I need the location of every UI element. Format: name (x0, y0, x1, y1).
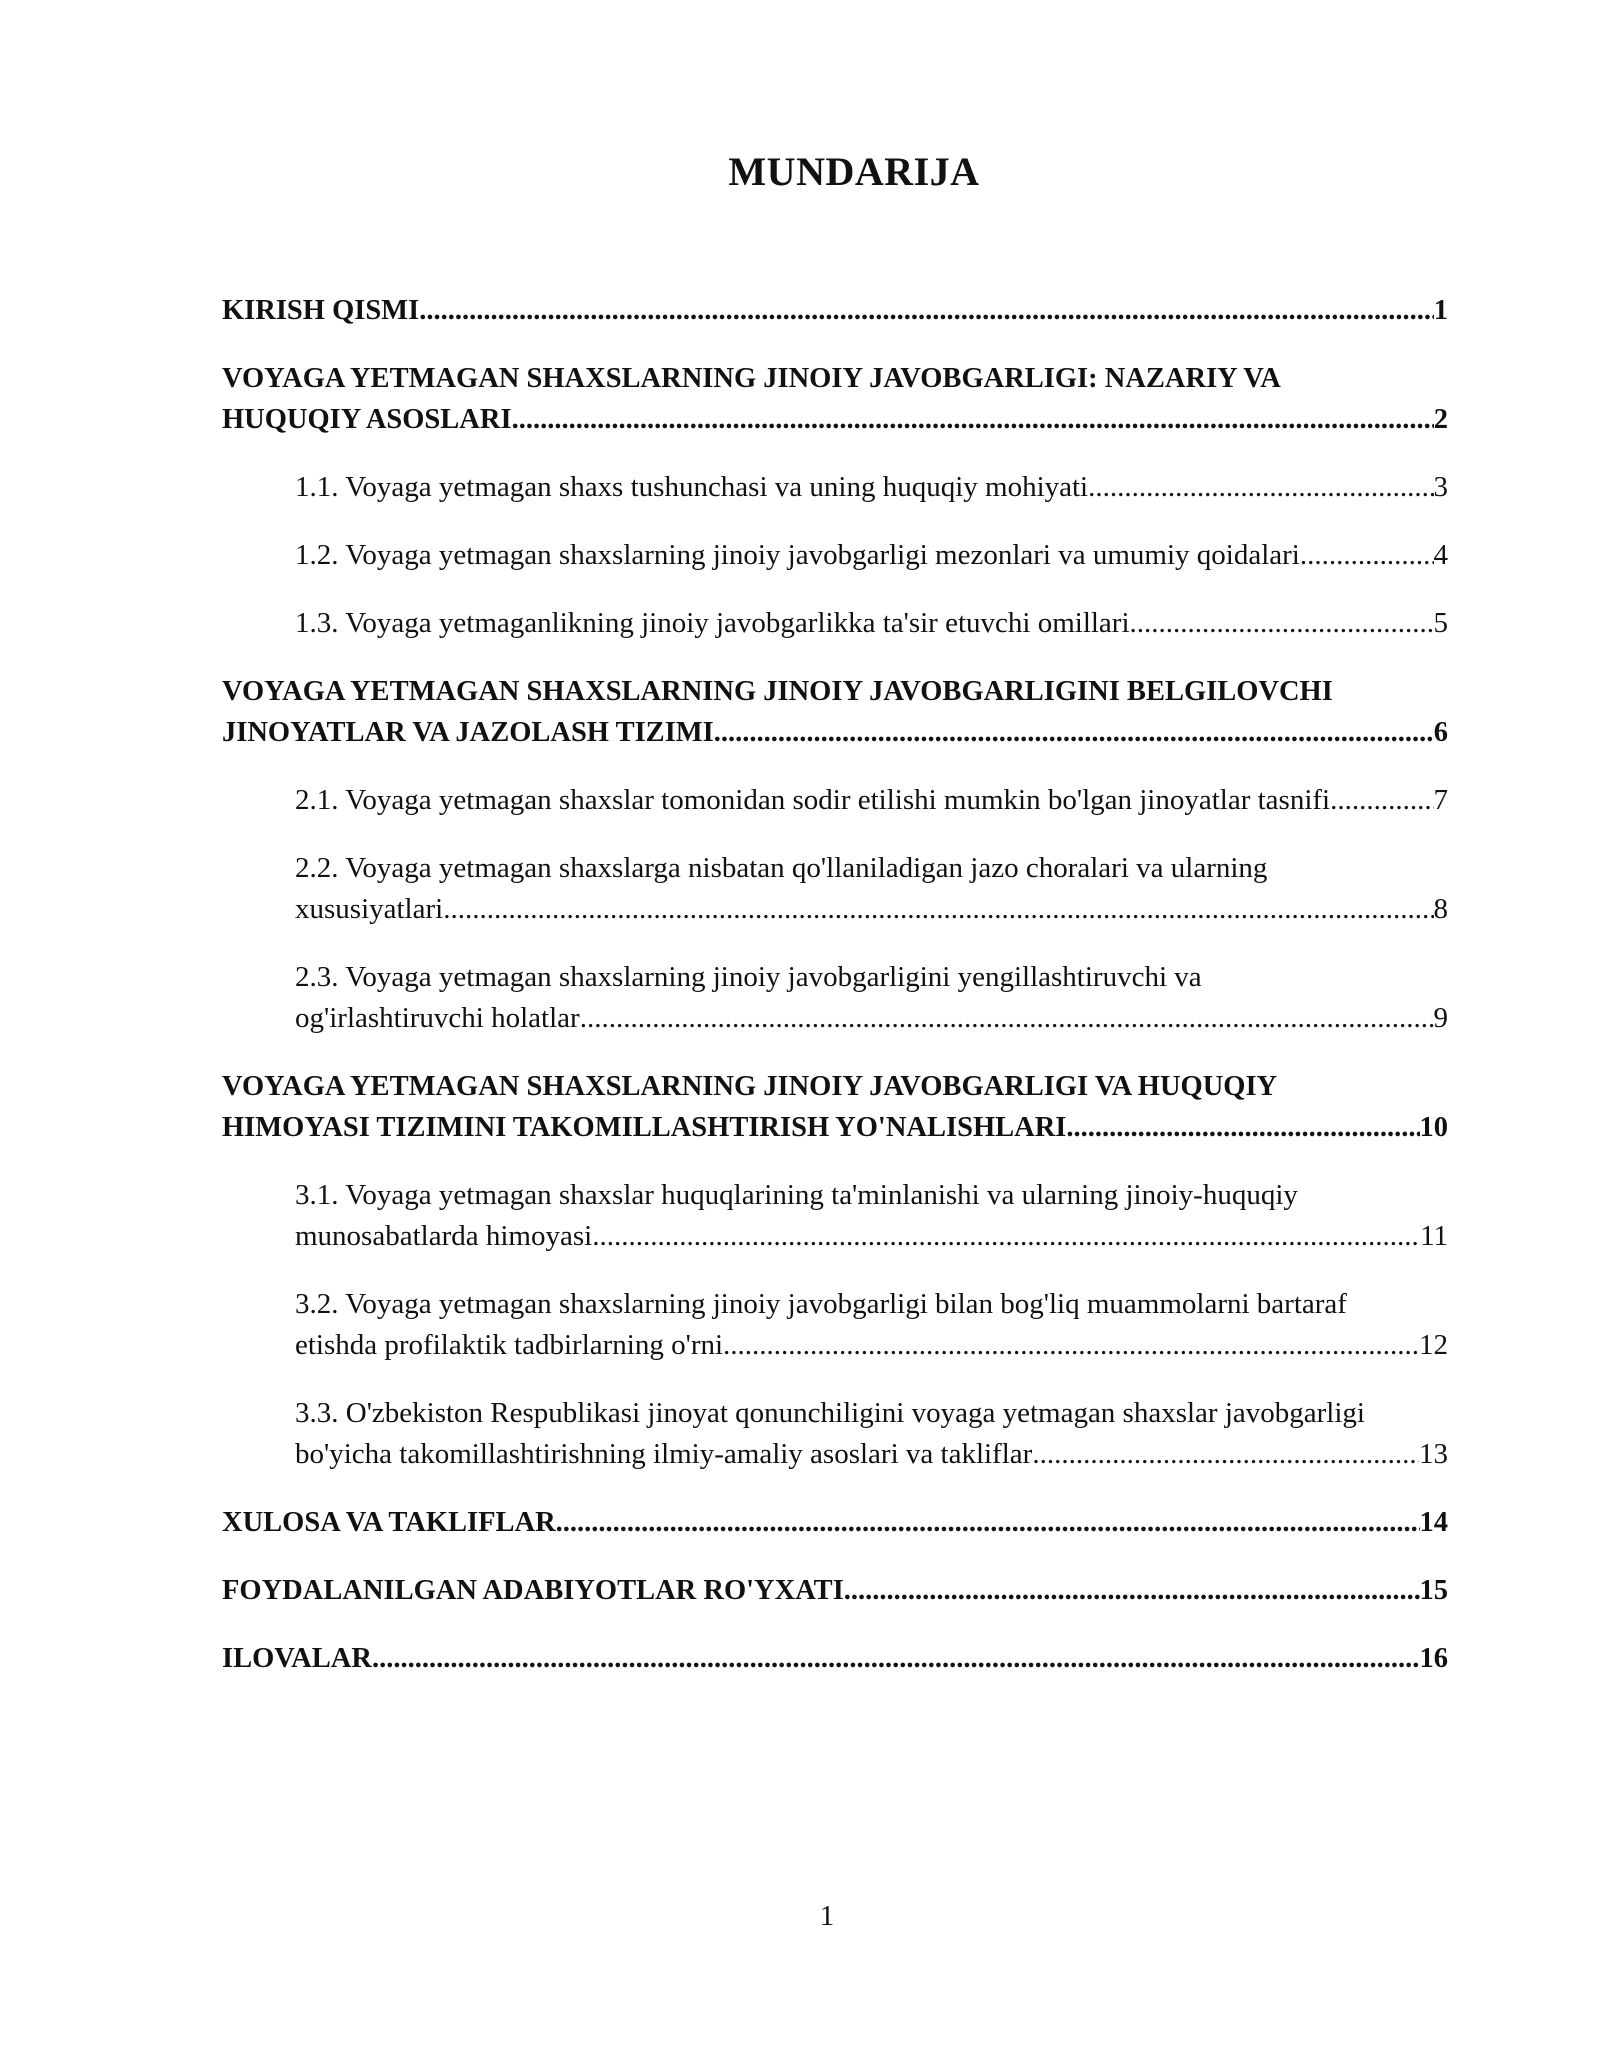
toc-entry-title: KIRISH QISMI (222, 295, 420, 326)
toc-entry-final-line (295, 603, 1448, 644)
toc-entry-final-line (295, 1434, 1448, 1475)
toc-section-entry[interactable] (295, 603, 1448, 644)
toc-entry-title: FOYDALANILGAN ADABIYOTLAR RO'YXATI (222, 1575, 844, 1606)
dot-leader (1032, 1434, 1419, 1475)
toc-page-number: 4 (1433, 539, 1448, 571)
toc-entry-final-line (295, 998, 1448, 1039)
toc-entry-final-line (295, 1216, 1448, 1257)
toc-entry-final-line (222, 290, 1448, 331)
toc-entry-final-line (295, 889, 1448, 930)
toc-entry-title: etishda profilaktik tadbirlarning o'rni (295, 1329, 724, 1361)
toc-chapter-entry[interactable] (222, 671, 1448, 753)
dot-leader (556, 1502, 1420, 1543)
toc-section-entry[interactable] (295, 535, 1448, 576)
dot-leader (844, 1570, 1420, 1611)
toc-entry-final-line (295, 467, 1448, 508)
toc-entry-final-line (222, 712, 1448, 753)
dot-leader (714, 712, 1434, 753)
toc-chapter-entry[interactable] (222, 358, 1448, 440)
toc-page-number: 11 (1420, 1220, 1448, 1252)
toc-page-number: 12 (1419, 1329, 1448, 1361)
toc-entry-final-line (222, 1638, 1448, 1679)
toc-entry-text-line: 3.3. O'zbekiston Respublikasi jinoyat qonunchiligini voyaga yetmagan shaxslar javobgarligi (295, 1397, 1365, 1429)
toc-page-number: 2 (1433, 404, 1448, 435)
toc-entry-text-line: 2.3. Voyaga yetmagan shaxslarning jinoiy javobgarligini yengillashtiruvchi va (295, 961, 1202, 993)
toc-section-entry[interactable] (295, 780, 1448, 821)
toc-section-entry[interactable] (295, 848, 1448, 930)
toc-chapter-entry[interactable] (222, 290, 1448, 331)
toc-chapter-entry[interactable] (222, 1066, 1448, 1148)
page-number: 1 (819, 1900, 835, 1932)
toc-entry-title: 1.3. Voyaga yetmaganlikning jinoiy javobgarlikka ta'sir etuvchi omillari (295, 607, 1130, 639)
toc-page-number: 9 (1433, 1002, 1448, 1034)
dot-leader (592, 1216, 1420, 1257)
toc-entry-final-line (295, 780, 1448, 821)
toc-chapter-entry[interactable] (222, 1570, 1448, 1611)
toc-entry-title: HUQUQIY ASOSLARI (222, 404, 512, 435)
toc-page-number: 15 (1419, 1575, 1448, 1606)
dot-leader (1066, 1107, 1419, 1148)
toc-page-number: 3 (1433, 471, 1448, 503)
dot-leader (419, 290, 1434, 331)
toc-page-number: 7 (1433, 784, 1448, 816)
toc-entry-text-line: VOYAGA YETMAGAN SHAXSLARNING JINOIY JAVOBGARLIGINI BELGILOVCHI (222, 676, 1333, 707)
dot-leader (512, 399, 1434, 440)
toc-entry-title: munosabatlarda himoyasi (295, 1220, 593, 1252)
dot-leader (1300, 535, 1434, 576)
toc-chapter-entry[interactable] (222, 1638, 1448, 1679)
toc-entry-final-line (295, 535, 1448, 576)
toc-entry-text-line: 3.2. Voyaga yetmagan shaxslarning jinoiy javobgarligi bilan bog'liq muammolarni bartaraf (295, 1288, 1347, 1320)
dot-leader (1330, 780, 1433, 821)
toc-page-number: 6 (1433, 717, 1448, 748)
toc-section-entry[interactable] (295, 1284, 1448, 1366)
toc-page-number: 13 (1419, 1438, 1448, 1470)
toc-entry-title: 2.1. Voyaga yetmagan shaxslar tomonidan sodir etilishi mumkin bo'lgan jinoyatlar tasnifi (295, 784, 1331, 816)
toc-entry-title: 1.1. Voyaga yetmagan shaxs tushunchasi va uning huquqiy mohiyati (295, 471, 1089, 503)
toc-page-number: 16 (1419, 1643, 1448, 1674)
toc-entry-final-line (295, 1325, 1448, 1366)
toc-page-number: 1 (1433, 295, 1448, 326)
toc-entry-text-line: VOYAGA YETMAGAN SHAXSLARNING JINOIY JAVOBGARLIGI VA HUQUQIY (222, 1071, 1278, 1102)
toc-page-number: 5 (1433, 607, 1448, 639)
toc-page-number: 10 (1419, 1112, 1448, 1143)
toc-page-number: 14 (1419, 1507, 1448, 1538)
toc-entry-title: ILOVALAR (222, 1643, 372, 1674)
toc-page-number: 8 (1433, 893, 1448, 925)
toc-entry-final-line (222, 399, 1448, 440)
toc-entry-title: XULOSA VA TAKLIFLAR (222, 1507, 556, 1538)
toc-entry-title: xususiyatlari (295, 893, 444, 925)
toc-section-entry[interactable] (295, 1175, 1448, 1257)
dot-leader (1088, 467, 1433, 508)
toc-chapter-entry[interactable] (222, 1502, 1448, 1543)
toc-entry-title: 1.2. Voyaga yetmagan shaxslarning jinoiy javobgarligi mezonlari va umumiy qoidalari (295, 539, 1300, 571)
toc-section-entry[interactable] (295, 467, 1448, 508)
dot-leader (1130, 603, 1434, 644)
toc-entry-final-line (222, 1502, 1448, 1543)
toc-entry-title: bo'yicha takomillashtirishning ilmiy-amaliy asoslari va takliflar (295, 1438, 1033, 1470)
toc-section-entry[interactable] (295, 1393, 1448, 1475)
toc-entry-title: JINOYATLAR VA JAZOLASH TIZIMI (222, 717, 714, 748)
toc-entry-text-line: 2.2. Voyaga yetmagan shaxslarga nisbatan qo'llaniladigan jazo choralari va ularning (295, 852, 1268, 884)
dot-leader (723, 1325, 1419, 1366)
toc-entry-final-line (222, 1107, 1448, 1148)
table-of-contents (222, 290, 1448, 1706)
dot-leader (580, 998, 1434, 1039)
dot-leader (443, 889, 1433, 930)
toc-entry-title: HIMOYASI TIZIMINI TAKOMILLASHTIRISH YO'NALISHLARI (222, 1112, 1067, 1143)
toc-entry-text-line: VOYAGA YETMAGAN SHAXSLARNING JINOIY JAVOBGARLIGI: NAZARIY VA (222, 363, 1281, 394)
toc-section-entry[interactable] (295, 957, 1448, 1039)
page-title: MUNDARIJA (728, 149, 980, 194)
toc-entry-final-line (222, 1570, 1448, 1611)
toc-entry-text-line: 3.1. Voyaga yetmagan shaxslar huquqlarining ta'minlanishi va ularning jinoiy-huquqiy (295, 1179, 1298, 1211)
toc-entry-title: og'irlashtiruvchi holatlar (295, 1002, 580, 1034)
dot-leader (372, 1638, 1420, 1679)
